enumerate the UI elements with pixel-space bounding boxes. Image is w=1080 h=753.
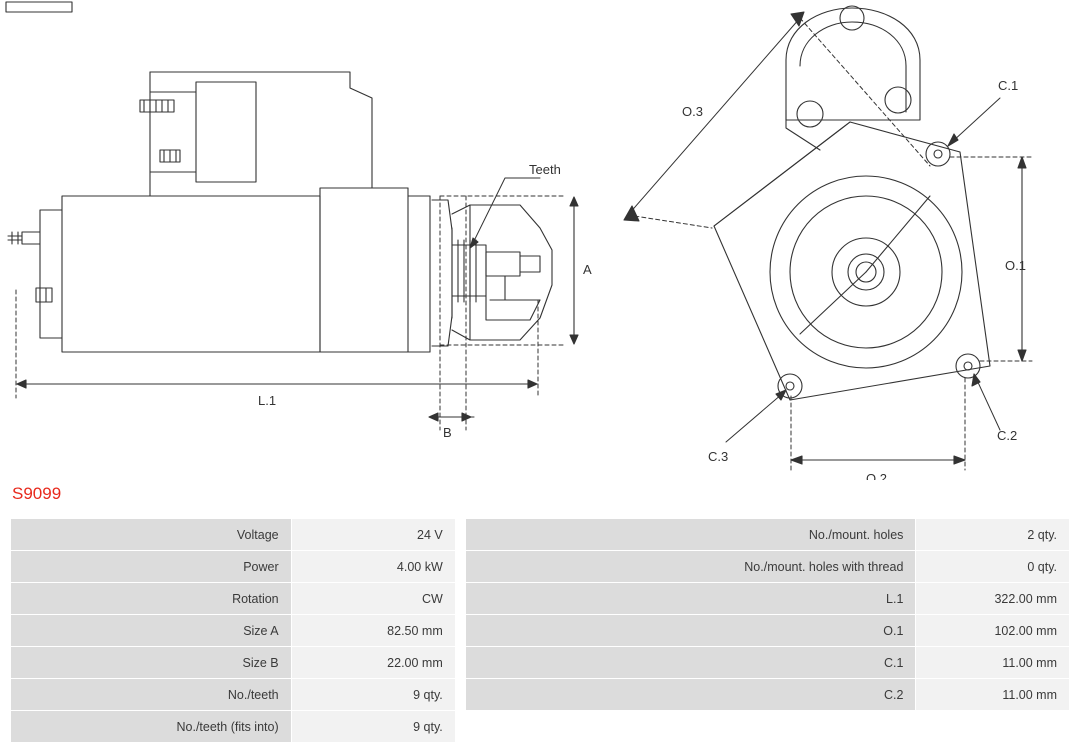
spec-label: No./teeth: [11, 679, 292, 711]
spec-label: Voltage: [11, 519, 292, 551]
table-row: [11, 711, 1070, 743]
spec-label: O.1: [466, 615, 916, 647]
spacer: [455, 647, 466, 679]
spec-label: C.1: [466, 647, 916, 679]
spec-label: No./teeth (fits into): [11, 711, 292, 743]
spec-label: Power: [11, 551, 292, 583]
spec-value: 82.50 mm: [291, 615, 455, 647]
specifications-table: [10, 518, 1070, 743]
spacer: [466, 711, 916, 743]
label-dim-a: A: [583, 262, 592, 277]
label-dim-o3: O.3: [682, 104, 703, 119]
label-dim-c2: C.2: [997, 428, 1018, 443]
spec-label: Size B: [11, 647, 292, 679]
label-dim-c1: C.1: [998, 78, 1019, 93]
table-row: [11, 647, 1070, 679]
spec-label: No./mount. holes with thread: [466, 551, 916, 583]
spec-value: 9 qty.: [291, 679, 455, 711]
table-row: [11, 583, 1070, 615]
spec-value: 11.00 mm: [916, 679, 1070, 711]
spec-value: 11.00 mm: [916, 647, 1070, 679]
table-row: [11, 679, 1070, 711]
spacer: [455, 711, 466, 743]
spec-value: CW: [291, 583, 455, 615]
label-dim-o1: O.1: [1005, 258, 1026, 273]
label-dim-b: B: [443, 425, 452, 440]
spec-value: 102.00 mm: [916, 615, 1070, 647]
spec-value: 9 qty.: [291, 711, 455, 743]
spec-value: 22.00 mm: [291, 647, 455, 679]
spec-label: C.2: [466, 679, 916, 711]
spacer: [455, 679, 466, 711]
spacer: [455, 583, 466, 615]
spec-value: 2 qty.: [916, 519, 1070, 551]
label-dim-c3: C.3: [708, 449, 729, 464]
spacer: [455, 519, 466, 551]
table-row: [11, 519, 1070, 551]
spec-label: L.1: [466, 583, 916, 615]
spec-value: 322.00 mm: [916, 583, 1070, 615]
spec-value: 0 qty.: [916, 551, 1070, 583]
part-code: S9099: [12, 484, 62, 503]
table-row: [11, 615, 1070, 647]
spec-label: Rotation: [11, 583, 292, 615]
spacer: [455, 615, 466, 647]
label-dim-l1: L.1: [258, 393, 277, 408]
spacer: [455, 551, 466, 583]
table-row: [11, 551, 1070, 583]
spec-value: 4.00 kW: [291, 551, 455, 583]
spec-label: No./mount. holes: [466, 519, 916, 551]
label-teeth: Teeth: [529, 162, 561, 177]
spec-label: Size A: [11, 615, 292, 647]
spacer: [916, 711, 1070, 743]
label-dim-o2: O.2: [866, 471, 887, 480]
spec-value: 24 V: [291, 519, 455, 551]
